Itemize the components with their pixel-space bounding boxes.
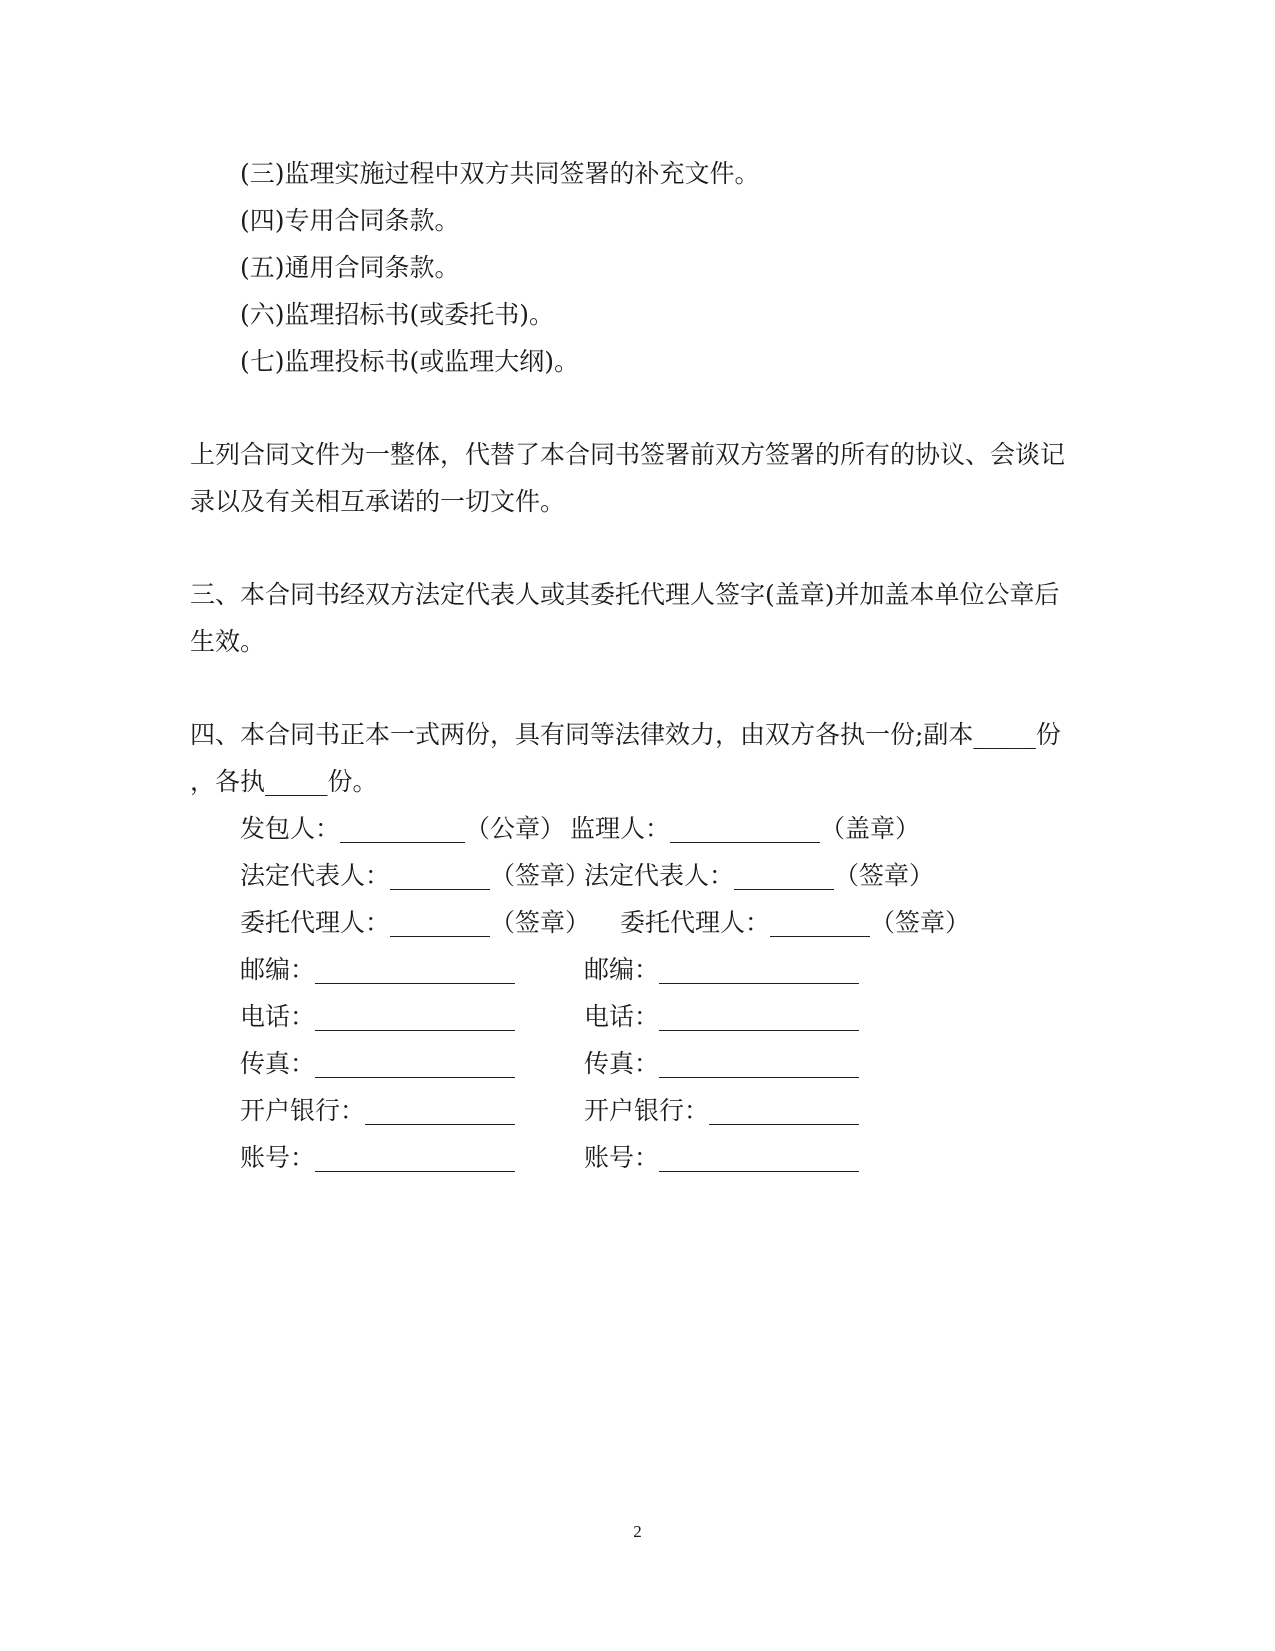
list-item-7: (七)监理投标书(或监理大纲)。 <box>240 347 580 376</box>
left-legal-rep-line: 法定代表人：________（签章） <box>240 861 591 890</box>
left-agent-line: 委托代理人：________（签章） <box>240 908 591 937</box>
list-item-5: (五)通用合同条款。 <box>240 253 460 282</box>
right-legal-rep-line: 法定代表人：________（签章） <box>584 861 935 890</box>
right-phone-line: 电话：________________ <box>584 1002 860 1031</box>
left-account-line: 账号：________________ <box>240 1143 516 1172</box>
paragraph-three-line-1: 三、本合同书经双方法定代表人或其委托代理人签字(盖章)并加盖本单位公章后 <box>190 580 1060 609</box>
paragraph-three-line-2: 生效。 <box>190 627 266 656</box>
right-agent-line: 委托代理人：________（签章） <box>620 908 971 937</box>
list-item-3: (三)监理实施过程中双方共同签署的补充文件。 <box>240 159 760 188</box>
left-phone-line: 电话：________________ <box>240 1002 516 1031</box>
left-fax-line: 传真：________________ <box>240 1049 516 1078</box>
left-postcode-line: 邮编：________________ <box>240 955 516 984</box>
paragraph-four-line-2: ，各执_____份。 <box>190 767 378 796</box>
paragraph-entire-line-2: 录以及有关相互承诺的一切文件。 <box>190 487 566 516</box>
paragraph-entire-line-1: 上列合同文件为一整体，代替了本合同书签署前双方签署的所有的协议、会谈记 <box>190 440 1066 469</box>
list-item-4: (四)专用合同条款。 <box>240 206 460 235</box>
page-number: 2 <box>633 1522 642 1541</box>
right-fax-line: 传真：________________ <box>584 1049 860 1078</box>
right-bank-line: 开户银行：____________ <box>584 1096 860 1125</box>
left-bank-line: 开户银行：____________ <box>240 1096 516 1125</box>
supervisor-seal-line: 监理人：____________（盖章） <box>570 814 921 843</box>
employer-seal-line: 发包人：__________（公章） <box>240 814 566 843</box>
paragraph-four-line-1: 四、本合同书正本一式两份，具有同等法律效力，由双方各执一份;副本_____份 <box>190 720 1061 749</box>
right-account-line: 账号：________________ <box>584 1143 860 1172</box>
list-item-6: (六)监理招标书(或委托书)。 <box>240 300 555 329</box>
right-postcode-line: 邮编：________________ <box>584 955 860 984</box>
